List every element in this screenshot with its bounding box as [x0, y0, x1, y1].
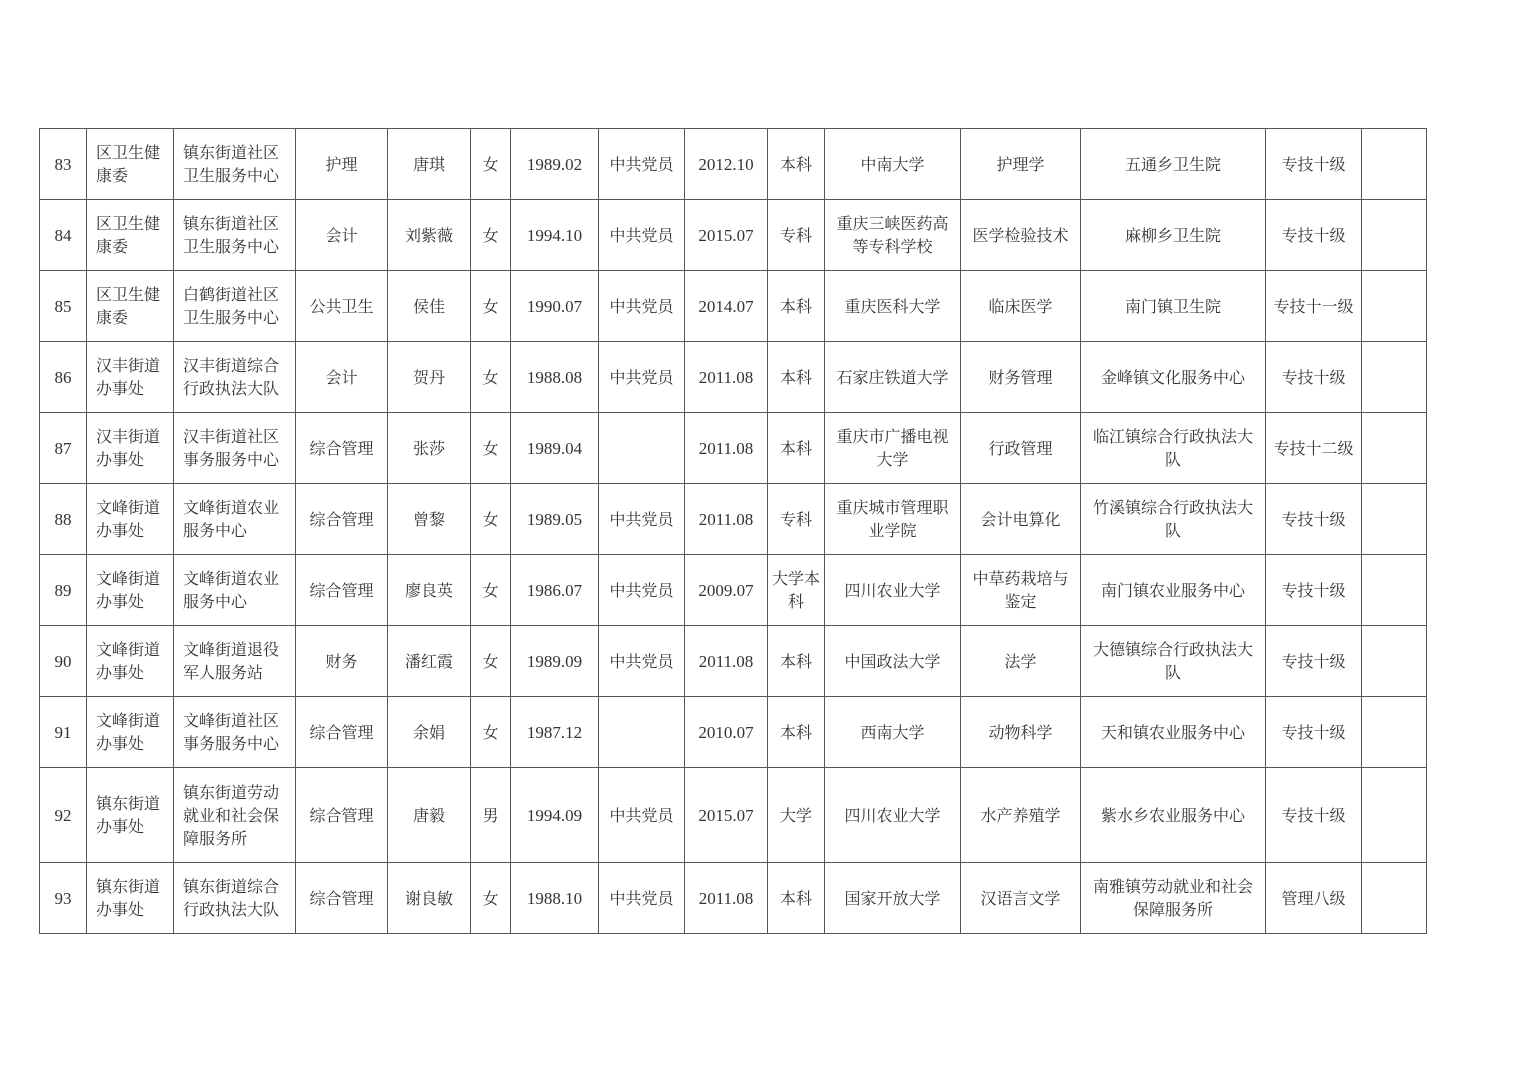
- school-cell: 中国政法大学: [825, 626, 961, 697]
- table-row: [40, 626, 1427, 697]
- remarks-cell: [1362, 484, 1427, 555]
- table-body: [40, 129, 1427, 934]
- remarks-cell: [1362, 200, 1427, 271]
- gender-cell: 女: [471, 129, 511, 200]
- table-row: [40, 484, 1427, 555]
- name-cell: 谢良敏: [388, 863, 471, 934]
- post-level-cell: 专技十级: [1266, 626, 1362, 697]
- political-status-cell: [599, 697, 685, 768]
- remarks-cell: [1362, 626, 1427, 697]
- post-cell: 会计: [296, 342, 388, 413]
- major-cell: 动物科学: [961, 697, 1081, 768]
- destination-unit-cell: 临江镇综合行政执法大队: [1081, 413, 1266, 484]
- work-start-date-cell: 2015.07: [685, 768, 768, 863]
- post-level-cell: 专技十一级: [1266, 271, 1362, 342]
- education-cell: 专科: [768, 200, 825, 271]
- work-start-date-cell: 2011.08: [685, 863, 768, 934]
- name-cell: 潘红霞: [388, 626, 471, 697]
- political-status-cell: 中共党员: [599, 271, 685, 342]
- unit-cell: 镇东街道社区卫生服务中心: [174, 129, 296, 200]
- post-cell: 综合管理: [296, 413, 388, 484]
- major-cell: 汉语言文学: [961, 863, 1081, 934]
- post-level-cell: 专技十级: [1266, 768, 1362, 863]
- school-cell: 四川农业大学: [825, 768, 961, 863]
- table-row: [40, 129, 1427, 200]
- unit-cell: 文峰街道社区事务服务中心: [174, 697, 296, 768]
- department-cell: 镇东街道办事处: [87, 863, 174, 934]
- major-cell: 法学: [961, 626, 1081, 697]
- birth-date-cell: 1989.05: [511, 484, 599, 555]
- row-number-cell: 87: [40, 413, 87, 484]
- name-cell: 侯佳: [388, 271, 471, 342]
- post-cell: 财务: [296, 626, 388, 697]
- political-status-cell: [599, 413, 685, 484]
- department-cell: 汉丰街道办事处: [87, 342, 174, 413]
- gender-cell: 女: [471, 863, 511, 934]
- unit-cell: 汉丰街道社区事务服务中心: [174, 413, 296, 484]
- name-cell: 唐琪: [388, 129, 471, 200]
- work-start-date-cell: 2011.08: [685, 342, 768, 413]
- post-cell: 综合管理: [296, 697, 388, 768]
- gender-cell: 女: [471, 342, 511, 413]
- education-cell: 大学: [768, 768, 825, 863]
- political-status-cell: 中共党员: [599, 863, 685, 934]
- birth-date-cell: 1987.12: [511, 697, 599, 768]
- table-row: [40, 697, 1427, 768]
- work-start-date-cell: 2011.08: [685, 484, 768, 555]
- post-level-cell: 专技十级: [1266, 555, 1362, 626]
- education-cell: 本科: [768, 413, 825, 484]
- school-cell: 重庆城市管理职业学院: [825, 484, 961, 555]
- remarks-cell: [1362, 271, 1427, 342]
- table-row: [40, 555, 1427, 626]
- gender-cell: 女: [471, 484, 511, 555]
- post-level-cell: 专技十级: [1266, 129, 1362, 200]
- name-cell: 廖良英: [388, 555, 471, 626]
- destination-unit-cell: 南门镇农业服务中心: [1081, 555, 1266, 626]
- department-cell: 区卫生健康委: [87, 200, 174, 271]
- school-cell: 石家庄铁道大学: [825, 342, 961, 413]
- remarks-cell: [1362, 413, 1427, 484]
- name-cell: 余娟: [388, 697, 471, 768]
- department-cell: 汉丰街道办事处: [87, 413, 174, 484]
- destination-unit-cell: 南门镇卫生院: [1081, 271, 1266, 342]
- unit-cell: 文峰街道农业服务中心: [174, 484, 296, 555]
- major-cell: 医学检验技术: [961, 200, 1081, 271]
- school-cell: 重庆市广播电视大学: [825, 413, 961, 484]
- political-status-cell: 中共党员: [599, 768, 685, 863]
- unit-cell: 镇东街道社区卫生服务中心: [174, 200, 296, 271]
- destination-unit-cell: 南雅镇劳动就业和社会保障服务所: [1081, 863, 1266, 934]
- birth-date-cell: 1989.04: [511, 413, 599, 484]
- row-number-cell: 85: [40, 271, 87, 342]
- work-start-date-cell: 2010.07: [685, 697, 768, 768]
- political-status-cell: 中共党员: [599, 342, 685, 413]
- unit-cell: 文峰街道退役军人服务站: [174, 626, 296, 697]
- row-number-cell: 90: [40, 626, 87, 697]
- post-level-cell: 管理八级: [1266, 863, 1362, 934]
- education-cell: 本科: [768, 863, 825, 934]
- birth-date-cell: 1994.10: [511, 200, 599, 271]
- work-start-date-cell: 2011.08: [685, 626, 768, 697]
- major-cell: 行政管理: [961, 413, 1081, 484]
- education-cell: 本科: [768, 342, 825, 413]
- post-level-cell: 专技十级: [1266, 697, 1362, 768]
- major-cell: 财务管理: [961, 342, 1081, 413]
- remarks-cell: [1362, 555, 1427, 626]
- table-row: [40, 863, 1427, 934]
- table-row: [40, 200, 1427, 271]
- post-level-cell: 专技十级: [1266, 484, 1362, 555]
- gender-cell: 女: [471, 200, 511, 271]
- gender-cell: 女: [471, 271, 511, 342]
- major-cell: 会计电算化: [961, 484, 1081, 555]
- school-cell: 国家开放大学: [825, 863, 961, 934]
- political-status-cell: 中共党员: [599, 129, 685, 200]
- remarks-cell: [1362, 768, 1427, 863]
- political-status-cell: 中共党员: [599, 626, 685, 697]
- table-row: [40, 271, 1427, 342]
- destination-unit-cell: 紫水乡农业服务中心: [1081, 768, 1266, 863]
- table-row: [40, 342, 1427, 413]
- unit-cell: 文峰街道农业服务中心: [174, 555, 296, 626]
- political-status-cell: 中共党员: [599, 200, 685, 271]
- destination-unit-cell: 竹溪镇综合行政执法大队: [1081, 484, 1266, 555]
- major-cell: 水产养殖学: [961, 768, 1081, 863]
- education-cell: 本科: [768, 697, 825, 768]
- post-level-cell: 专技十二级: [1266, 413, 1362, 484]
- work-start-date-cell: 2012.10: [685, 129, 768, 200]
- name-cell: 刘紫薇: [388, 200, 471, 271]
- birth-date-cell: 1986.07: [511, 555, 599, 626]
- post-cell: 公共卫生: [296, 271, 388, 342]
- school-cell: 西南大学: [825, 697, 961, 768]
- work-start-date-cell: 2009.07: [685, 555, 768, 626]
- post-cell: 会计: [296, 200, 388, 271]
- table-row: [40, 413, 1427, 484]
- major-cell: 临床医学: [961, 271, 1081, 342]
- post-cell: 综合管理: [296, 484, 388, 555]
- work-start-date-cell: 2011.08: [685, 413, 768, 484]
- birth-date-cell: 1994.09: [511, 768, 599, 863]
- education-cell: 本科: [768, 129, 825, 200]
- political-status-cell: 中共党员: [599, 555, 685, 626]
- gender-cell: 女: [471, 626, 511, 697]
- birth-date-cell: 1989.02: [511, 129, 599, 200]
- row-number-cell: 83: [40, 129, 87, 200]
- birth-date-cell: 1988.08: [511, 342, 599, 413]
- major-cell: 中草药栽培与鉴定: [961, 555, 1081, 626]
- department-cell: 区卫生健康委: [87, 129, 174, 200]
- remarks-cell: [1362, 129, 1427, 200]
- work-start-date-cell: 2015.07: [685, 200, 768, 271]
- birth-date-cell: 1990.07: [511, 271, 599, 342]
- row-number-cell: 92: [40, 768, 87, 863]
- post-cell: 综合管理: [296, 768, 388, 863]
- department-cell: 文峰街道办事处: [87, 484, 174, 555]
- name-cell: 唐毅: [388, 768, 471, 863]
- remarks-cell: [1362, 697, 1427, 768]
- work-start-date-cell: 2014.07: [685, 271, 768, 342]
- row-number-cell: 84: [40, 200, 87, 271]
- row-number-cell: 88: [40, 484, 87, 555]
- post-cell: 综合管理: [296, 863, 388, 934]
- school-cell: 四川农业大学: [825, 555, 961, 626]
- birth-date-cell: 1988.10: [511, 863, 599, 934]
- name-cell: 曾黎: [388, 484, 471, 555]
- gender-cell: 男: [471, 768, 511, 863]
- unit-cell: 白鹤街道社区卫生服务中心: [174, 271, 296, 342]
- school-cell: 重庆医科大学: [825, 271, 961, 342]
- gender-cell: 女: [471, 413, 511, 484]
- destination-unit-cell: 麻柳乡卫生院: [1081, 200, 1266, 271]
- education-cell: 本科: [768, 626, 825, 697]
- education-cell: 本科: [768, 271, 825, 342]
- gender-cell: 女: [471, 555, 511, 626]
- table-row: [40, 768, 1427, 863]
- personnel-table: [39, 128, 1427, 934]
- post-level-cell: 专技十级: [1266, 342, 1362, 413]
- department-cell: 文峰街道办事处: [87, 626, 174, 697]
- row-number-cell: 89: [40, 555, 87, 626]
- birth-date-cell: 1989.09: [511, 626, 599, 697]
- destination-unit-cell: 天和镇农业服务中心: [1081, 697, 1266, 768]
- unit-cell: 镇东街道综合行政执法大队: [174, 863, 296, 934]
- destination-unit-cell: 金峰镇文化服务中心: [1081, 342, 1266, 413]
- gender-cell: 女: [471, 697, 511, 768]
- department-cell: 文峰街道办事处: [87, 555, 174, 626]
- row-number-cell: 93: [40, 863, 87, 934]
- school-cell: 重庆三峡医药高等专科学校: [825, 200, 961, 271]
- education-cell: 专科: [768, 484, 825, 555]
- name-cell: 贺丹: [388, 342, 471, 413]
- unit-cell: 汉丰街道综合行政执法大队: [174, 342, 296, 413]
- row-number-cell: 91: [40, 697, 87, 768]
- name-cell: 张莎: [388, 413, 471, 484]
- destination-unit-cell: 五通乡卫生院: [1081, 129, 1266, 200]
- row-number-cell: 86: [40, 342, 87, 413]
- destination-unit-cell: 大德镇综合行政执法大队: [1081, 626, 1266, 697]
- unit-cell: 镇东街道劳动就业和社会保障服务所: [174, 768, 296, 863]
- school-cell: 中南大学: [825, 129, 961, 200]
- department-cell: 文峰街道办事处: [87, 697, 174, 768]
- major-cell: 护理学: [961, 129, 1081, 200]
- post-cell: 综合管理: [296, 555, 388, 626]
- education-cell: 大学本科: [768, 555, 825, 626]
- post-level-cell: 专技十级: [1266, 200, 1362, 271]
- department-cell: 区卫生健康委: [87, 271, 174, 342]
- post-cell: 护理: [296, 129, 388, 200]
- remarks-cell: [1362, 342, 1427, 413]
- department-cell: 镇东街道办事处: [87, 768, 174, 863]
- remarks-cell: [1362, 863, 1427, 934]
- political-status-cell: 中共党员: [599, 484, 685, 555]
